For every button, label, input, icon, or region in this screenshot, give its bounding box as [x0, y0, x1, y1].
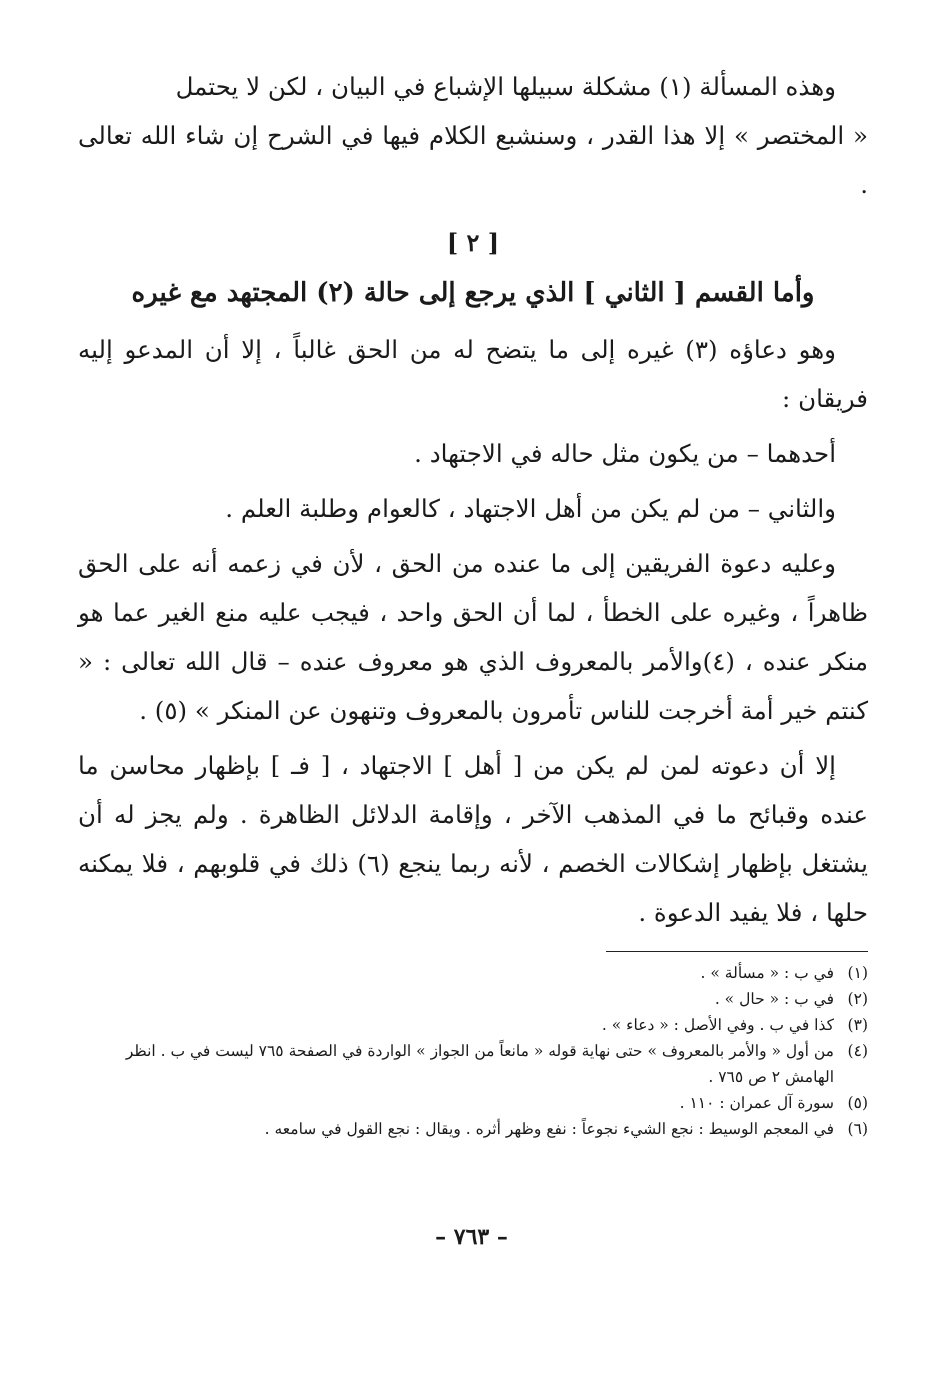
- footnote-text: من أول « والأمر بالمعروف » حتى نهاية قوله « مانعاً من الجواز » الواردة في الصفحة ٧٦٥ ليست في ب . انظر الهامش ٢ ص ٧٦٥ .: [125, 1042, 834, 1086]
- paragraph-method-of-call: إلا أن دعوته لمن لم يكن من [ أهل ] الاجتهاد ، [ فـ ] بإظهار محاسن ما عنده وقبائح ما في المذهب الآخر ، وإقامة الدلائل الظاهرة . ولم يجز له أن يشتغل بإظهار إشكالات الخصم ، لأنه ربما ينجع (٦) ذلك في قلوبهم ، فلا يمكنه حلها ، فلا يفيد الدعوة .: [78, 751, 868, 927]
- footnote-item: [78, 986, 868, 1012]
- page-number: – ٧٦٣ –: [435, 1224, 508, 1250]
- paragraph-duty-to-call: وعليه دعوة الفريقين إلى ما عنده من الحق ، لأن في زعمه أنه على الحق ظاهراً ، وغيره على الخطأ ، لما أن الحق واحد ، فيجب عليه منع الغير عما هو منكر عنده ، (٤)والأمر بالمعروف الذي هو معروف عنده – قال الله تعالى : « كنتم خير أمة أخرجت للناس تأمرون بالمعروف وتنهون عن المنكر » (٥) .: [78, 549, 868, 725]
- body-text: [78, 325, 868, 937]
- paragraph-call-to-others: وهو دعاؤه (٣) غيره إلى ما يتضح له من الحق غالباً ، إلا أن المدعو إليه فريقان :: [78, 335, 868, 413]
- footnote-number: (٢): [847, 990, 868, 1008]
- footnote-text: في ب : « مسألة » .: [700, 964, 834, 982]
- paragraph-first-group: أحدهما – من يكون مثل حاله في الاجتهاد .: [414, 439, 836, 468]
- intro-paragraph: [78, 62, 868, 209]
- section-number: [ ٢ ]: [446, 228, 500, 257]
- footnote-text: في المعجم الوسيط : نجع الشيء نجوعاً : نفع وظهر أثره . ويقال : نجع القول في سامعه .: [264, 1120, 834, 1138]
- footnote-item: [78, 1012, 868, 1038]
- footnote-item: [78, 1090, 868, 1116]
- section-title: وأما القسم [ الثاني ] الذي يرجع إلى حالة (٢) المجتهد مع غيره: [131, 278, 815, 308]
- footnote-number: (٣): [847, 1016, 868, 1034]
- footnote-item: [78, 1116, 868, 1142]
- intro-line-2: « المختصر » إلا هذا القدر ، وسنشبع الكلام فيها في الشرح إن شاء الله تعالى .: [78, 121, 868, 199]
- footnotes: [78, 960, 868, 1142]
- footnote-item: [78, 1038, 868, 1090]
- document-page: [78, 62, 868, 1312]
- footnote-item: [78, 960, 868, 986]
- footnote-number: (٤): [847, 1042, 868, 1060]
- footnote-divider: [606, 951, 868, 952]
- footnote-text: سورة آل عمران : ١١٠ .: [679, 1094, 834, 1112]
- footnote-text: كذا في ب . وفي الأصل : « دعاء » .: [601, 1016, 834, 1034]
- footnote-text: في ب : « حال » .: [714, 990, 834, 1008]
- intro-line-1: وهذه المسألة (١) مشكلة سبيلها الإشباع في البيان ، لكن لا يحتمل: [175, 72, 836, 101]
- paragraph-second-group: والثاني – من لم يكن من أهل الاجتهاد ، كالعوام وطلبة العلم .: [225, 494, 836, 523]
- footnote-number: (٥): [847, 1094, 868, 1112]
- footnote-number: (١): [847, 964, 868, 982]
- footnote-number: (٦): [847, 1120, 868, 1138]
